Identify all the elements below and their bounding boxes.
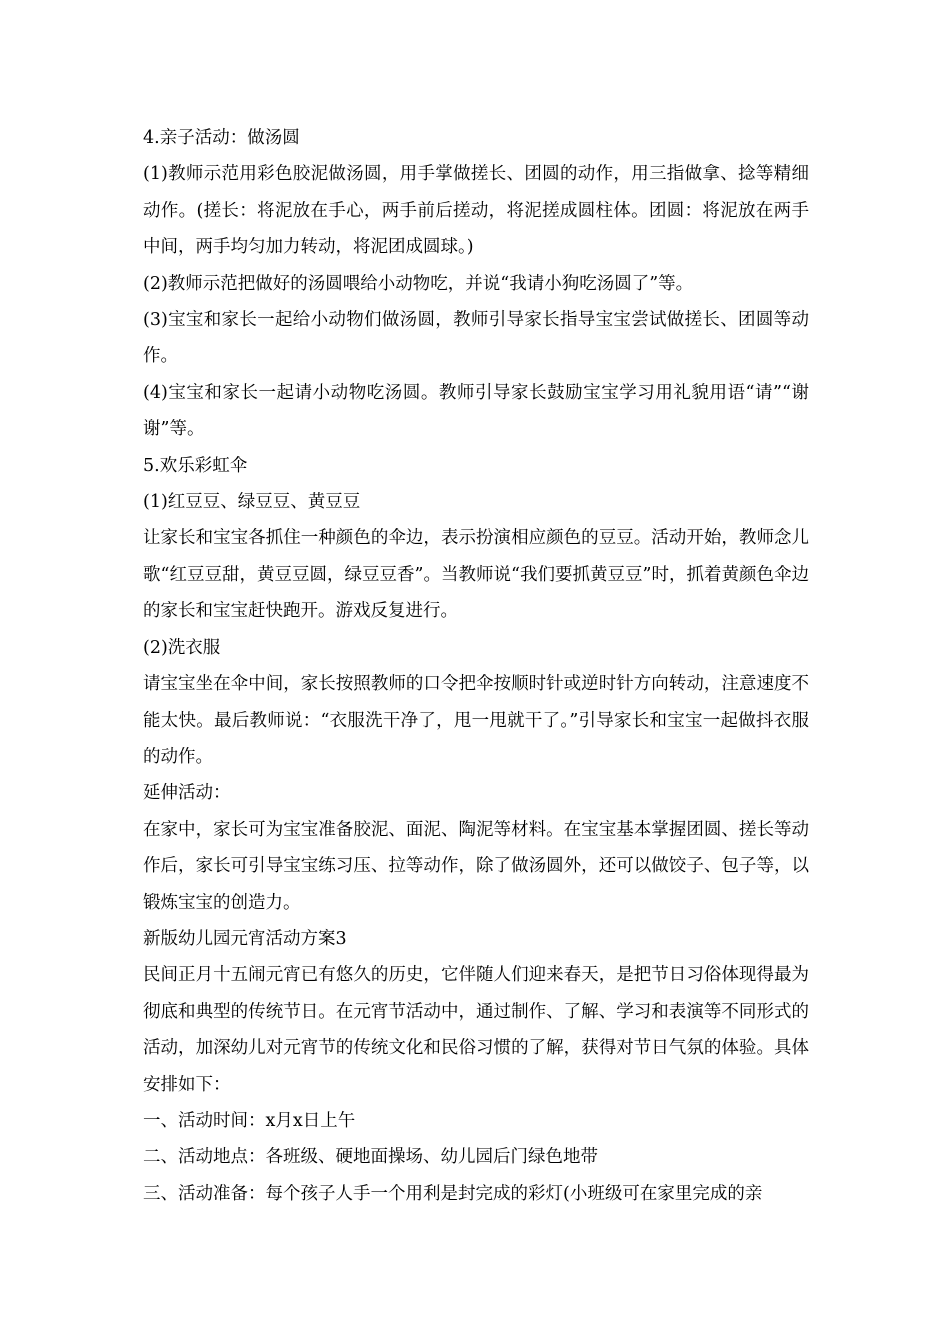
paragraph-step-2: (2)教师示范把做好的汤圆喂给小动物吃，并说“我请小狗吃汤圆了”等。 xyxy=(143,273,694,294)
item-activity-time: 一、活动时间：x月x日上午 xyxy=(143,1110,356,1131)
item-activity-location: 二、活动地点：各班级、硬地面操场、幼儿园后门绿色地带 xyxy=(143,1147,598,1168)
paragraph-step-1: (1)教师示范用彩色胶泥做汤圆，用手掌做搓长、团圆的动作，用三指做拿、捻等精细动作。(搓长：将泥放在手心，两手前后搓动，将泥搓成圆柱体。团圆：将泥放在两手中间，两手均匀加力转动，将泥团成圆球。) xyxy=(143,164,809,258)
paragraph-extension: 在家中，家长可为宝宝准备胶泥、面泥、陶泥等材料。在宝宝基本掌握团圆、搓长等动作后，家长可引导宝宝练习压、拉等动作，除了做汤圆外，还可以做饺子、包子等，以锻炼宝宝的创造力。 xyxy=(143,819,809,913)
heading-parent-child-activity: 4.亲子活动：做汤圆 xyxy=(143,128,300,148)
paragraph-step-3: (3)宝宝和家长一起给小动物们做汤圆，教师引导家长指导宝宝尝试做搓长、团圆等动作。 xyxy=(143,310,809,367)
heading-extension-activity: 延伸活动： xyxy=(143,783,231,804)
subheading-washing-clothes: (2)洗衣服 xyxy=(143,637,221,658)
subheading-beans: (1)红豆豆、绿豆豆、黄豆豆 xyxy=(143,492,361,513)
item-activity-preparation: 三、活动准备：每个孩子人手一个用利是封完成的彩灯(小班级可在家里完成的亲 xyxy=(143,1183,763,1204)
heading-rainbow-umbrella: 5.欢乐彩虹伞 xyxy=(143,455,248,476)
paragraph-beans-game: 让家长和宝宝各抓住一种颜色的伞边，表示扮演相应颜色的豆豆。活动开始，教师念儿歌“红豆豆甜，黄豆豆圆，绿豆豆香”。当教师说“我们要抓黄豆豆”时，抓着黄颜色伞边的家长和宝宝赶快跑开。游戏反复进行。 xyxy=(143,528,809,622)
paragraph-plan-intro: 民间正月十五闹元宵已有悠久的历史，它伴随人们迎来春天，是把节日习俗体现得最为彻底和典型的传统节日。在元宵节活动中，通过制作、了解、学习和表演等不同形式的活动，加深幼儿对元宵节的传统文化和民俗习惯的了解，获得对节日气氛的体验。具体安排如下： xyxy=(143,965,809,1095)
heading-plan-3: 新版幼儿园元宵活动方案3 xyxy=(143,928,347,949)
paragraph-washing-game: 请宝宝坐在伞中间，家长按照教师的口令把伞按顺时针或逆时针方向转动，注意速度不能太快。最后教师说：“衣服洗干净了，甩一甩就干了。”引导家长和宝宝一起做抖衣服的动作。 xyxy=(143,674,809,767)
document-page xyxy=(143,120,809,1212)
paragraph-step-4: (4)宝宝和家长一起请小动物吃汤圆。教师引导家长鼓励宝宝学习用礼貌用语“请”“谢谢”等。 xyxy=(143,382,809,440)
